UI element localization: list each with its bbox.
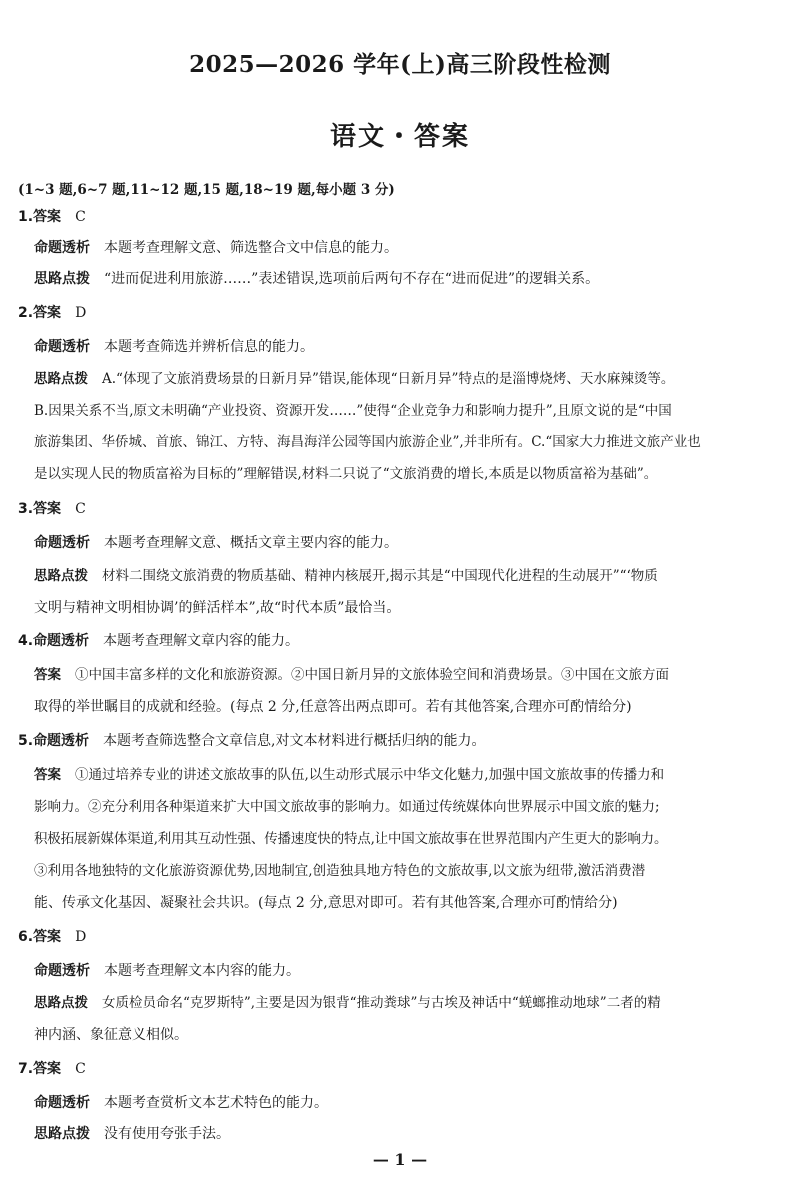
hint-continuation: 神内涵、象征意义相似。 bbox=[34, 1027, 188, 1043]
answer-value: D bbox=[75, 305, 87, 321]
answer-text: ①通过培养专业的讲述文旅故事的队伍,以生动形式展示中华文化魅力,加强中国文旅故事的传播力和 bbox=[75, 767, 665, 783]
hint-line bbox=[34, 365, 786, 394]
hint-line bbox=[34, 562, 786, 591]
question-number: 1. bbox=[18, 209, 34, 225]
analysis-label: 命题透析 bbox=[33, 733, 90, 749]
question-number: 6. bbox=[18, 929, 34, 945]
analysis-label: 命题透析 bbox=[34, 339, 90, 355]
hint-continuation: 文明与精神文明相协调’的鲜活样本”,故“时代本质”最恰当。 bbox=[34, 600, 401, 616]
analysis-text: 本题考查理解文章内容的能力。 bbox=[103, 633, 300, 649]
answer-label: 答案 bbox=[33, 929, 62, 945]
hint-line bbox=[34, 1120, 786, 1149]
hint-line bbox=[34, 989, 786, 1018]
answer-label: 答案 bbox=[33, 1061, 62, 1077]
page-number: — 1 — bbox=[372, 1150, 428, 1169]
answer-continuation: 影响力。②充分利用各种渠道来扩大中国文旅故事的影响力。如通过传统媒体向世界展示中国文旅的魅力; bbox=[34, 799, 660, 815]
question-number: 4. bbox=[18, 633, 34, 649]
answer-text: ①中国丰富多样的文化和旅游资源。②中国日新月异的文旅体验空间和消费场景。③中国在文旅方面 bbox=[75, 667, 669, 683]
hint-text: “进而促进利用旅游……”表述错误,选项前后两句不存在“进而促进”的逻辑关系。 bbox=[104, 271, 600, 287]
analysis-text: 本题考查赏析文本艺术特色的能力。 bbox=[104, 1095, 328, 1111]
question-number: 2. bbox=[18, 305, 34, 321]
hint-label: 思路点拨 bbox=[34, 271, 90, 287]
question-5 bbox=[18, 730, 486, 750]
analysis-label: 命题透析 bbox=[34, 535, 90, 551]
answer-continuation: 积极拓展新媒体渠道,利用其互动性强、传播速度快的特点,让中国文旅故事在世界范围内产生更大的影响力。 bbox=[34, 831, 668, 847]
answer-label: 答案 bbox=[33, 501, 62, 517]
answer-continuation: 取得的举世瞩目的成就和经验。(每点 2 分,任意答出两点即可。若有其他答案,合理亦可酌情给分) bbox=[34, 699, 632, 715]
hint-text: 没有使用夸张手法。 bbox=[104, 1126, 230, 1142]
answer-value: C bbox=[75, 209, 86, 225]
hint-continuation: B.因果关系不当,原文未明确“产业投资、资源开发……”使得“企业竞争力和影响力提升”,且原文说的是“中国 bbox=[34, 403, 672, 419]
question-number: 3. bbox=[18, 501, 34, 517]
hint-text: 材料二围绕文旅消费的物质基础、精神内核展开,揭示其是“中国现代化进程的生动展开”“‘物质 bbox=[102, 568, 658, 584]
page-title: 2025—2026 学年(上)高三阶段性检测 bbox=[189, 51, 611, 78]
analysis-line bbox=[34, 1089, 786, 1118]
analysis-line bbox=[34, 333, 786, 362]
hint-text: A.“体现了文旅消费场景的日新月异”错误,能体现“日新月异”特点的是淄博烧烤、天水麻辣烫等。 bbox=[102, 371, 675, 387]
answer-continuation: ③利用各地独特的文化旅游资源优势,因地制宜,创造独具地方特色的文旅故事,以文旅为纽带,激活消费潜 bbox=[34, 863, 646, 879]
question-3 bbox=[18, 498, 86, 518]
answer-value: C bbox=[75, 501, 86, 517]
hint-text: 女质检员命名“克罗斯特”,主要是因为银背“推动粪球”与古埃及神话中“蜣螂推动地球”二者的精 bbox=[102, 995, 661, 1011]
analysis-line bbox=[34, 957, 786, 986]
answer-value: C bbox=[75, 1061, 86, 1077]
analysis-label: 命题透析 bbox=[34, 240, 90, 256]
question-4 bbox=[18, 630, 299, 650]
scoring-note: (1~3 题,6~7 题,11~12 题,15 题,18~19 题,每小题 3 分) bbox=[18, 182, 395, 198]
analysis-label: 命题透析 bbox=[33, 633, 90, 649]
question-number: 7. bbox=[18, 1061, 34, 1077]
hint-continuation: 是以实现人民的物质富裕为目标的”理解错误,材料二只说了“文旅消费的增长,本质是以物质富裕为基础”。 bbox=[34, 466, 658, 482]
answer-line bbox=[34, 761, 786, 790]
hint-label: 思路点拨 bbox=[34, 1126, 90, 1142]
analysis-text: 本题考查理解文本内容的能力。 bbox=[104, 963, 300, 979]
question-1 bbox=[18, 206, 86, 226]
answer-label: 答案 bbox=[34, 767, 61, 783]
analysis-line bbox=[34, 234, 786, 263]
hint-label: 思路点拨 bbox=[34, 568, 88, 584]
hint-continuation: 旅游集团、华侨城、首旅、锦江、方特、海昌海洋公园等国内旅游企业”,并非所有。C.“国家大力推进文旅产业也 bbox=[34, 434, 701, 450]
answer-label: 答案 bbox=[33, 209, 62, 225]
analysis-text: 本题考查筛选整合文章信息,对文本材料进行概括归纳的能力。 bbox=[103, 733, 486, 749]
hint-label: 思路点拨 bbox=[34, 371, 88, 387]
analysis-label: 命题透析 bbox=[34, 1095, 90, 1111]
question-number: 5. bbox=[18, 733, 34, 749]
question-2 bbox=[18, 302, 86, 322]
answer-label: 答案 bbox=[33, 305, 62, 321]
page-subtitle: 语文・答案 bbox=[329, 122, 470, 152]
hint-label: 思路点拨 bbox=[34, 995, 88, 1011]
answer-value: D bbox=[75, 929, 87, 945]
analysis-text: 本题考查理解文意、概括文章主要内容的能力。 bbox=[104, 535, 398, 551]
analysis-text: 本题考查理解文意、筛选整合文中信息的能力。 bbox=[104, 240, 398, 256]
analysis-label: 命题透析 bbox=[34, 963, 90, 979]
answer-label: 答案 bbox=[34, 667, 61, 683]
analysis-text: 本题考查筛选并辨析信息的能力。 bbox=[104, 339, 314, 355]
question-6 bbox=[18, 926, 86, 946]
analysis-line bbox=[34, 529, 786, 558]
answer-continuation: 能、传承文化基因、凝聚社会共识。(每点 2 分,意思对即可。若有其他答案,合理亦可酌情给分) bbox=[34, 895, 618, 911]
hint-line bbox=[34, 265, 786, 294]
question-7 bbox=[18, 1058, 86, 1078]
answer-line bbox=[34, 661, 786, 690]
